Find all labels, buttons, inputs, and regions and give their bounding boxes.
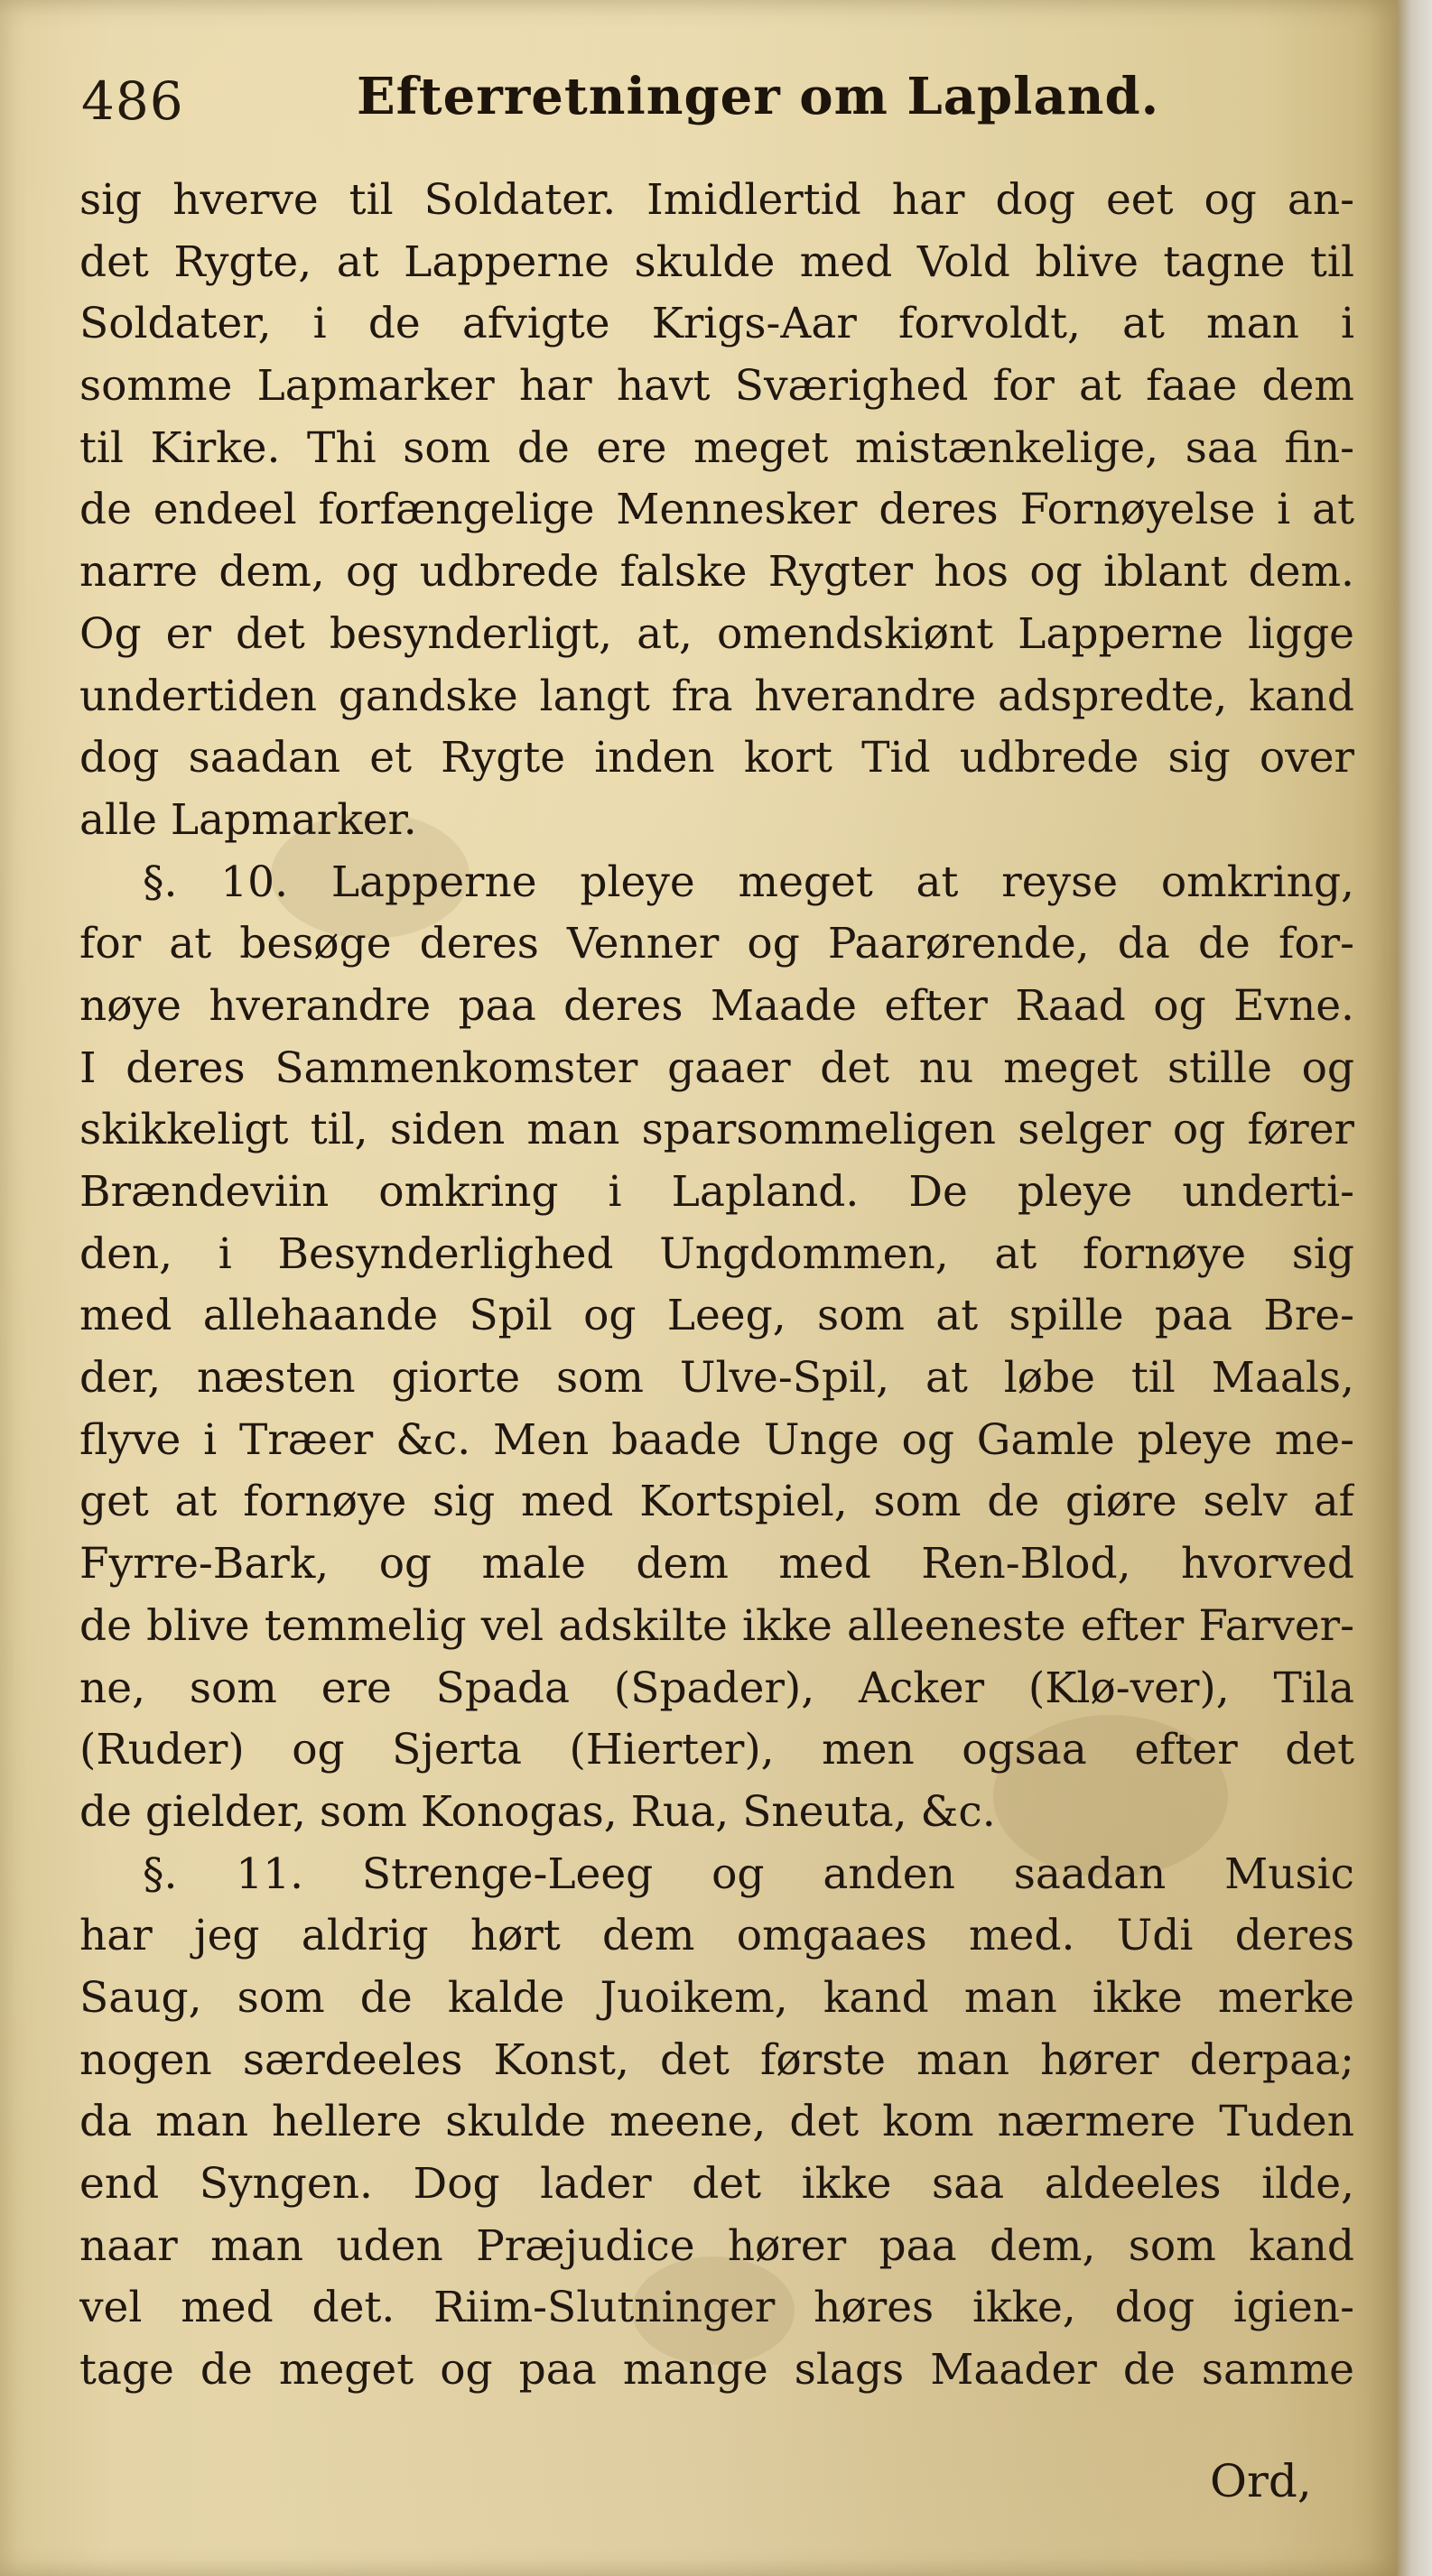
text-line: get at fornøye sig med Kortspiel, som de giøre selv af — [79, 1477, 1354, 1527]
text-line: det Rygte, at Lapperne skulde med Vold blive tagne til — [79, 236, 1354, 287]
text-line: de gielder, som Konogas, Rua, Sneuta, &c. — [79, 1786, 996, 1837]
text-line: tage de meget og paa mange slags Maader de samme — [79, 2345, 1354, 2395]
text-line: undertiden gandske langt fra hverandre adspredte, kand — [79, 671, 1354, 721]
text-line: (Ruder) og Sjerta (Hierter), men ogsaa efter det — [79, 1725, 1354, 1775]
text-line: Brændeviin omkring i Lapland. De pleye underti- — [79, 1167, 1354, 1217]
text-line: til Kirke. Thi som de ere meget mistænkelige, saa fin- — [79, 422, 1354, 473]
running-title: Efterretninger om Lapland. — [357, 67, 1160, 126]
section-start-line: §. 10. Lapperne pleye meget at reyse omkring, — [143, 857, 1354, 907]
body-text — [79, 170, 1354, 2402]
section-start-line: §. 11. Strenge-Leeg og anden saadan Music — [143, 1849, 1354, 1899]
scan-edge — [1398, 0, 1432, 2576]
text-line: somme Lapmarker har havt Sværighed for at faae dem — [79, 361, 1354, 412]
page-header — [0, 63, 1398, 144]
text-line: de endeel forfængelige Mennesker deres Fornøyelse i at — [79, 485, 1354, 535]
text-line: ne, som ere Spada (Spader), Acker (Klø-ver), Tila — [79, 1663, 1354, 1713]
text-line: dog saadan et Rygte inden kort Tid udbrede sig over — [79, 733, 1354, 783]
text-line: med allehaande Spil og Leeg, som at spille paa Bre- — [79, 1291, 1354, 1341]
text-line: har jeg aldrig hørt dem omgaaes med. Udi deres — [79, 1911, 1354, 1961]
text-line: narre dem, og udbrede falske Rygter hos og iblant dem. — [79, 547, 1354, 598]
text-line: nøye hverandre paa deres Maade efter Raad og Evne. — [79, 980, 1354, 1031]
text-line: naar man uden Præjudice hører paa dem, som kand — [79, 2220, 1354, 2271]
text-line: end Syngen. Dog lader det ikke saa aldeeles ilde, — [79, 2159, 1354, 2209]
text-line: alle Lapmarker. — [79, 794, 417, 845]
text-line: I deres Sammenkomster gaaer det nu meget stille og — [79, 1042, 1354, 1093]
text-line: vel med det. Riim-Slutninger høres ikke, dog igien- — [79, 2283, 1354, 2333]
text-line: sig hverve til Soldater. Imidlertid har dog eet og an- — [79, 175, 1354, 225]
text-line: skikkeligt til, siden man sparsommeligen selger og fører — [79, 1105, 1354, 1155]
catchword: Ord, — [1210, 2455, 1312, 2507]
text-line: da man hellere skulde meene, det kom nærmere Tuden — [79, 2097, 1354, 2147]
text-line: Fyrre-Bark, og male dem med Ren-Blod, hvorved — [79, 1539, 1354, 1589]
text-line: Og er det besynderligt, at, omendskiønt Lapperne ligge — [79, 608, 1354, 659]
text-line: flyve i Træer &c. Men baade Unge og Gamle pleye me- — [79, 1414, 1354, 1465]
text-line: Soldater, i de afvigte Krigs-Aar forvoldt, at man i — [79, 299, 1354, 349]
text-line: de blive temmelig vel adskilte ikke alleeneste efter Farver- — [79, 1600, 1354, 1651]
text-line: den, i Besynderlighed Ungdommen, at fornøye sig — [79, 1228, 1354, 1279]
text-line: Saug, som de kalde Juoikem, kand man ikke merke — [79, 1972, 1354, 2023]
text-line: nogen særdeeles Konst, det første man hører derpaa; — [79, 2034, 1354, 2085]
text-line: for at besøge deres Venner og Paarørende, da de for- — [79, 919, 1354, 969]
text-line: der, næsten giorte som Ulve-Spil, at løbe til Maals, — [79, 1353, 1354, 1404]
page-number: 486 — [81, 70, 184, 132]
